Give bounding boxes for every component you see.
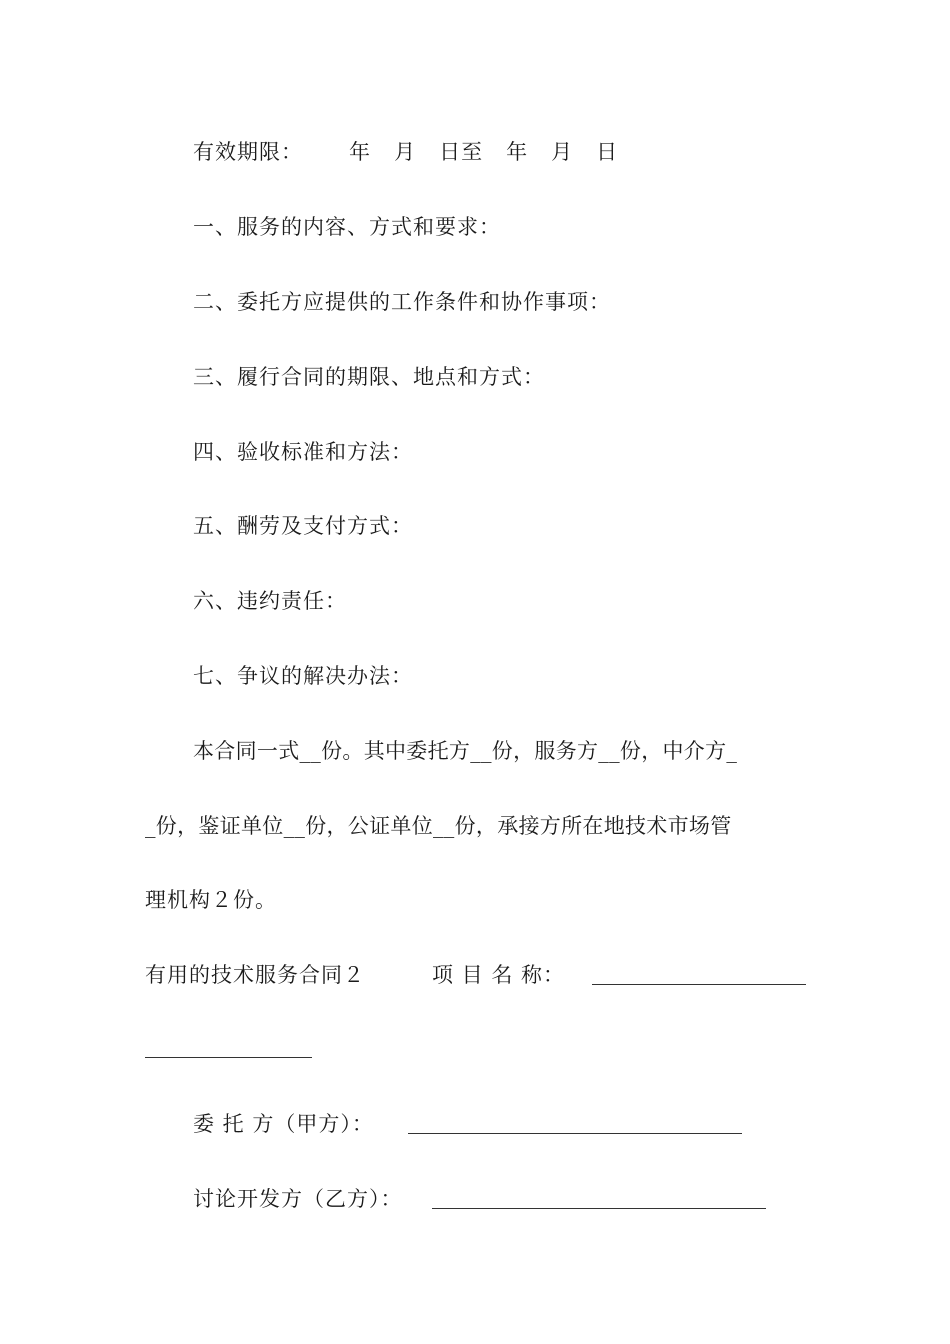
section-1: 一、服务的内容、方式和要求： — [193, 215, 501, 239]
validity-period: 有效期限： 年 月 日至 年 月 日 — [193, 140, 619, 164]
project-name-blank-continued — [145, 1057, 312, 1058]
client-party-blank — [408, 1133, 742, 1134]
copies-paragraph-line-3: 理机构２份。 — [145, 888, 277, 912]
project-name-label: 项 目 名 称： — [432, 963, 566, 987]
section-2: 二、委托方应提供的工作条件和协作事项： — [193, 290, 611, 314]
copies-paragraph-line-2: _份，鉴证单位__份，公证单位__份，承接方所在地技术市场管 — [145, 814, 732, 838]
section-6: 六、违约责任： — [193, 589, 347, 613]
copies-paragraph-line-1: 本合同一式__份。其中委托方__份，服务方__份，中介方_ — [193, 739, 738, 763]
project-name-blank — [592, 984, 806, 985]
section-3: 三、履行合同的期限、地点和方式： — [193, 365, 545, 389]
section-5: 五、酬劳及支付方式： — [193, 514, 413, 538]
section-7: 七、争议的解决办法： — [193, 664, 413, 688]
client-party-label: 委 托 方（甲方）： — [193, 1112, 374, 1136]
developer-party-label: 讨论开发方（乙方）： — [193, 1187, 403, 1211]
developer-party-blank — [432, 1208, 766, 1209]
contract2-heading: 有用的技术服务合同２ — [145, 963, 365, 987]
section-4: 四、验收标准和方法： — [193, 440, 413, 464]
